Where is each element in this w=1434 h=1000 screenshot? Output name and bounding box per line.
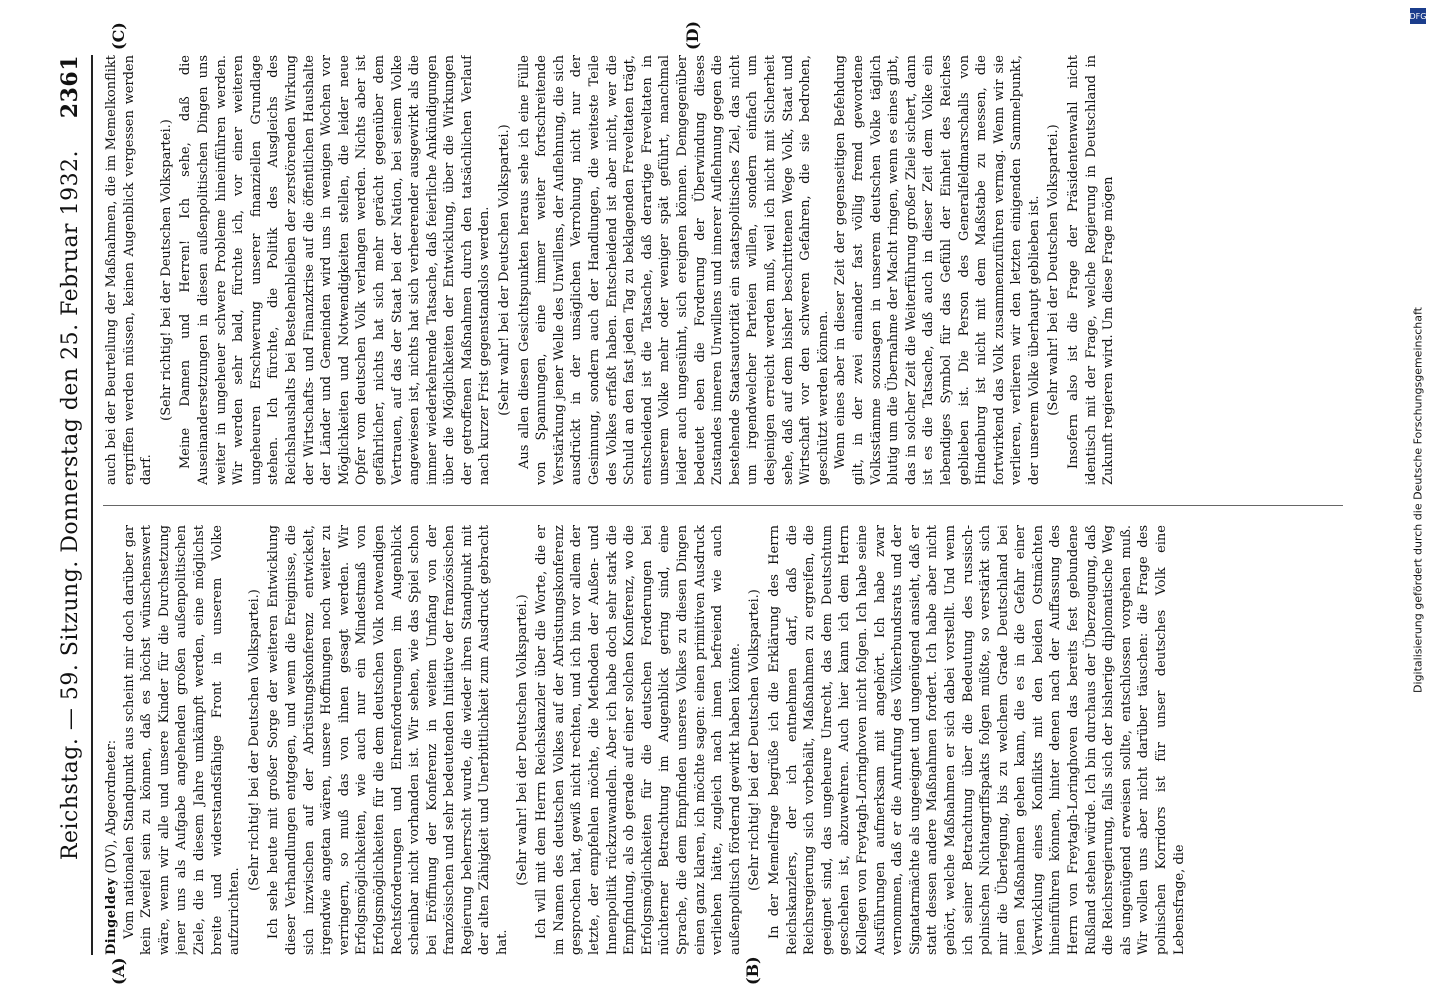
header-rule: [91, 55, 93, 955]
dfg-badge: DFG: [1410, 8, 1426, 24]
right-column: [103, 55, 1343, 485]
applause-note: (Sehr wahr! bei der Deutschen Volkspartei.): [497, 124, 513, 416]
speaker-suffix: (DV), Abgeordneter:: [104, 739, 119, 874]
margin-marker-a: (A): [109, 957, 128, 985]
paragraph: Insofern also ist die Frage der Präsidentenwahl nicht identisch mit der Frage, welche Regierung in Deutschland in Zukunft regieren wird. Um diese Frage mögen: [1066, 55, 1117, 485]
side-credit: [1406, 0, 1430, 1000]
applause-note: (Sehr wahr! bei der Deutschen Volkspartei.): [514, 594, 530, 886]
paragraph: Meine Damen und Herren! Ich sehe, daß die Auseinandersetzungen in diesen außenpolitischen Dingen uns weiter in ungeheuer schwere Probleme hineinführen werden. Wir werden sehr bald, fürchte ich, vor einer weiteren ungeheuren Erschwerung unserer finanziellen Grundlage stehen. Ich fürchte, die Politik des Ausgleichs des Reichshaushalts bei Bestehenbleiben der zerstörenden Wirkung der Wirtschafts- und Finanzkrise auf die öffentlichen Haushalte der Länder und Gemeinden wird uns in wenigen Wochen vor Möglichkeiten und Notwendigkeiten stellen, die leider neue Opfer vom deutschen Volk verlangen werden. Nichts aber ist gefährlicher, nichts hat sich mehr gerächt gegenüber dem Vertrauen, auf das der Staat bei der Nation, bei seinem Volke angewiesen ist, nichts hat sich verheerender ausgewirkt als die immer wiederkehrende Tatsache, daß feierliche Ankündigungen über die Möglichkeiten der Entwicklung, über die Wirkungen der getroffenen Maßnahmen durch den tatsächlichen Verlauf nach kurzer Frist gegenstandslos werden.: [178, 55, 493, 485]
paragraph: In der Memelfrage begrüße ich die Erklärung des Herrn Reichskanzlers, der ich entnehmen darf, daß die Reichsregierung sich vorbehält, Maßnahmen zu ergreifen, die geeignet sind, das ungeheure Unrecht, das dem Deutschtum geschehen ist, abzuwehren. Auch hier kann ich dem Herrn Kollegen von Freytagh-Loringhoven nicht folgen. Ich habe seine Ausführungen aufmerksam mit angehört. Ich habe zwar vernommen, daß er die Anrufung des Völkerbundsrats und der Signatarmächte als ungeeignet und ungenügend ansieht, daß er statt dessen andere Maßnahmen fordert. Ich habe aber nicht gehört, welche Maßnahmen er sich dabei vorstellt. Und wenn ich seiner Betrachtung über die Bedeutung des russisch-polnischen Nichtangriffspakts folgen müßte, so verstärkt sich mir die Überlegung, bis zu welchem Grade Deutschland bei jenen Maßnahmen gehen kann, die es in die Gefahr einer Verwicklung eines Konflikts mit den beiden Ostmächten hineinführen können, hinter denen nach der Auffassung des Herrn von Freytagh-Loringhoven das bereits fest gebundene Rußland stehen würde. Ich bin durchaus der Überzeugung, daß die Reichsregierung, falls sich der bisherige diplomatische Weg als ungenügend erweisen sollte, entschlossen vorgehen muß. Wir wollen uns aber nicht darüber täuschen: die Frage des polnischen Korridors ist für unser deutsches Volk eine Lebensfrage, die: [766, 525, 1187, 955]
margin-marker-d: (D): [683, 20, 702, 50]
margin-marker-c: (C): [109, 22, 128, 50]
applause-note: (Sehr richtig! bei der Deutschen Volkspartei.): [246, 589, 262, 891]
speaker-line: [103, 525, 121, 955]
rotated-document-page: [43, 20, 1373, 985]
page-header-title: Reichstag. — 59. Sitzung. Donnerstag den 25. Februar 1932.: [57, 149, 83, 861]
dfg-credit-text: Digitalisierung gefördert durch die Deutsche Forschungsgemeinschaft: [1411, 307, 1425, 693]
column-divider: [103, 505, 1343, 506]
paragraph: auch bei der Beurteilung der Maßnahmen, die im Memelkonflikt ergriffen werden müssen, keinen Augenblick vergessen werden darf.: [104, 55, 155, 485]
applause-note: (Sehr richtig! bei der Deutschen Volkspartei.): [747, 589, 763, 891]
applause-note: (Sehr wahr! bei der Deutschen Volkspartei.): [1046, 124, 1062, 416]
margin-marker-b: (B): [743, 956, 762, 985]
left-column: [103, 525, 1343, 955]
paragraph: Ich sehe heute mit großer Sorge der weiteren Entwicklung dieser Verhandlungen entgegen, und wenn die Ereignisse, die sich inzwischen auf der Abrüstungskonferenz entwickelt, irgendwie angetan wären, unsere Hoffnungen noch weiter zu verringern, so muß das von ihnen gesagt werden. Wir Erfolgsmöglichkeiten, wie auch nur ein Mindestmaß von Erfolgsmöglichkeiten für die dem deutschen Volk notwendigen Rechtsforderungen und Ehrenforderungen im Augenblick scheinbar nicht vorhanden ist. Wir sehen, wie das Spiel schon bei Eröffnung der Konferenz in weitem Umfang von der französischen und sehr bedeutenden Initiative der französischen Regierung beherrscht wurde, die wieder ihren Standpunkt mit der alten Zähigkeit und Unerbittlichkeit zum Ausdruck gebracht hat.: [266, 525, 511, 955]
paragraph: Wenn eines aber in dieser Zeit der gegenseitigen Befehdung gilt, in der zwei einander fast völlig fremd gewordene Volksstämme sozusagen in unserem deutschen Volke täglich blutig um die Übernahme der Macht ringen, wenn es eines gibt, das in solcher Zeit die Weiterführung großer Ziele sichert, dann ist es die Tatsache, daß auch in dieser Zeit dem Volke ein lebendiges Symbol für das Gefühl der Einheit des Reiches geblieben ist. Die Person des Generalfeldmarschalls von Hindenburg ist nicht mit dem Maßstabe zu messen, die fortwirkend das Volk zusammenzuführen vermag. Wenn wir sie verlieren, verlieren wir den letzten einigenden Sammelpunkt, der unserem Volke überhaupt geblieben ist.: [833, 55, 1042, 485]
applause-note: (Sehr richtig! bei der Deutschen Volkspartei.): [158, 119, 174, 421]
paragraph: Aus allen diesen Gesichtspunkten heraus sehe ich eine Fülle von Spannungen, eine immer weiter fortschreitende Verstärkung jener Welle des Unwillens, der Auflehnung, die sich ausdrückt in der unsäglichen Verrohung nicht nur der Gesinnung, sondern auch der Handlungen, die weiteste Teile des Volkes erfaßt haben. Entscheidend ist aber nicht, wer die Schuld an den fast jeden Tag zu beklagenden Freveltaten trägt, entscheidend ist die Tatsache, daß derartige Freveltaten in unserem Volke mehr oder weniger spät geführt, manchmal leider auch ungesühnt, sich ereignen können. Demgegenüber bedeutet eben die Forderung der Überwindung dieses Zustandes inneren Unwillens und innerer Auflehnung gegen die bestehende Staatsautorität ein staatspolitisches Ziel, das nicht um irgendwelcher Parteien willen, sondern einfach um desjenigen erreicht werden muß, weil ich nicht mit Sicherheit sehe, daß auf dem bisher beschrittenen Wege Volk, Staat und Wirtschaft vor den schweren Gefahren, die sie bedrohen, geschützt werden können.: [516, 55, 831, 485]
speaker-name: Dingeldey: [104, 877, 119, 955]
page-header: [53, 55, 87, 955]
page-number: 2361: [57, 55, 83, 119]
paragraph: Ich will mit dem Herrn Reichskanzler über die Worte, die er im Namen des deutschen Volkes auf der Abrüstungskonferenz gesprochen hat, gewiß nicht rechten, und ich bin vor allem der letzte, der empfehlen möchte, die Methoden der Außen- und Innenpolitik rückzuwandeln. Aber ich habe doch sehr stark die Empfindung, als ob gerade auf einer solchen Konferenz, wo die Erfolgsmöglichkeiten für die deutschen Forderungen bei nüchterner Betrachtung im Augenblick gering sind, eine Sprache, die dem Empfinden unseres Volkes zu diesen Dingen einen ganz klaren, ich möchte sagen: einen primitiven Ausdruck verliehen hätte, zugleich nach innen befreiend wie auch außenpolitisch fördernd gewirkt haben könnte.: [534, 525, 743, 955]
paragraph: Vom nationalen Standpunkt aus scheint mir doch darüber gar kein Zweifel sein zu können, daß es höchst wünschenswert wäre, wenn wir alle und unsere Kinder für die Durchsetzung jener uns als Aufgabe angehenden großen außenpolitischen Ziele, die in diesem Jahre umkämpft werden, eine möglichst breite und widerstandsfähige Front in unserem Volke aufzurichten.: [121, 525, 243, 955]
